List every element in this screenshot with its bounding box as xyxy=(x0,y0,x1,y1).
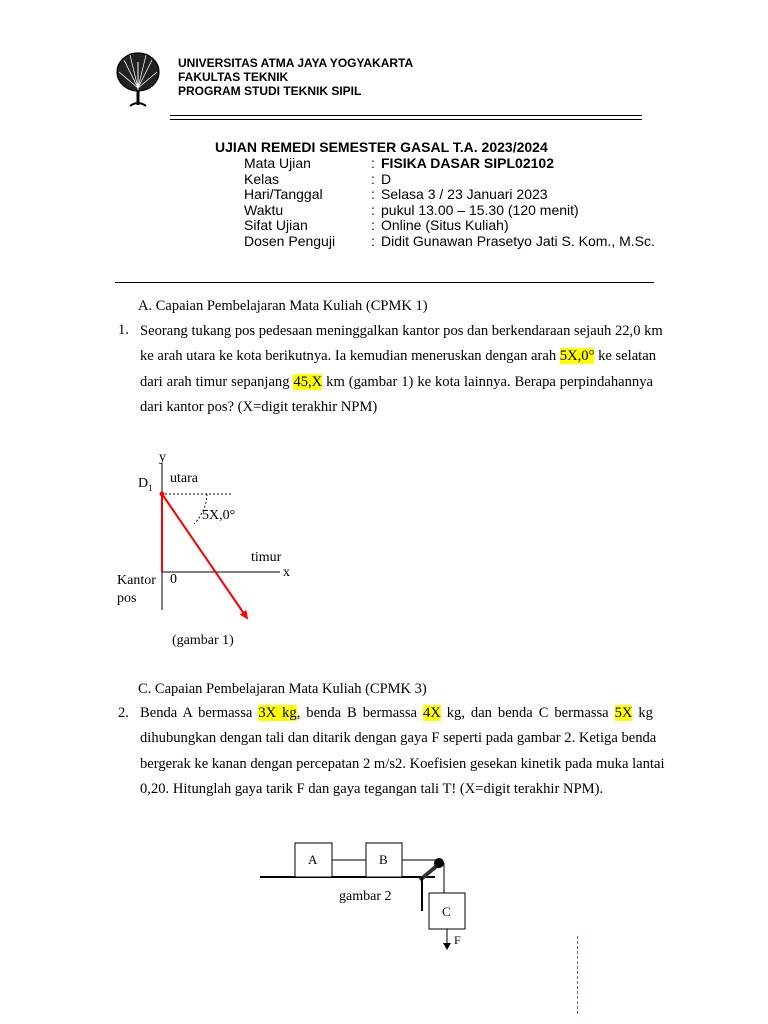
meta-colon: : xyxy=(371,232,375,249)
question-1-text xyxy=(140,319,663,420)
program-name: PROGRAM STUDI TEKNIK SIPIL xyxy=(178,84,362,98)
block-a-label: A xyxy=(308,852,318,867)
meta-colon: : xyxy=(371,217,375,233)
highlight-angle: 5X,0° xyxy=(559,348,595,365)
north-label: utara xyxy=(170,471,198,486)
vertical-marker-line xyxy=(577,936,578,1014)
highlight-mass-a: 3X kg xyxy=(258,705,297,721)
question-1-line-4: dari kantor pos? (X=digit terakhir NPM) xyxy=(140,398,378,415)
meta-value: Selasa 3 / 23 Januari 2023 xyxy=(381,186,548,202)
meta-value: Didit Gunawan Prasetyo Jati S. Kom., M.Sc. xyxy=(381,232,655,249)
meta-row-course xyxy=(244,156,724,172)
force-arrowhead xyxy=(443,943,451,950)
text-run: Benda A bermassa xyxy=(140,705,259,721)
text-run: dari arah timur sepanjang xyxy=(140,373,294,390)
x-axis-label: x xyxy=(283,565,290,580)
question-2-line-2: dihubungkan dengan tali dan ditarik dengan gaya F seperti pada gambar 2. Ketiga benda xyxy=(140,730,657,747)
highlight-mass-c: 5X xyxy=(614,705,633,721)
header-rule xyxy=(170,115,642,116)
meta-label: Dosen Penguji xyxy=(244,232,336,249)
meta-colon: : xyxy=(371,186,375,202)
faculty-name: FAKULTAS TEKNIK xyxy=(178,70,289,84)
meta-value: Online (Situs Kuliah) xyxy=(381,217,509,233)
section-c-heading: C. Capaian Pembelajaran Mata Kuliah (CPMK 3) xyxy=(138,681,427,697)
office-label-line-2: pos xyxy=(117,591,137,606)
angle-label: 5X,0° xyxy=(202,508,236,523)
meta-row-mode xyxy=(244,218,724,234)
text-run: , benda B bermassa xyxy=(296,705,423,721)
figure-2 xyxy=(255,835,485,955)
question-2-number: 2. xyxy=(118,705,129,721)
question-1-number: 1. xyxy=(118,322,129,338)
meta-row-date xyxy=(244,187,724,203)
text-run: ke selatan xyxy=(594,348,657,365)
header-rule-thin xyxy=(170,119,642,120)
exam-title: UJIAN REMEDI SEMESTER GASAL T.A. 2023/2024 xyxy=(215,139,548,155)
question-1-line-1: Seorang tukang pos pedesaan meninggalkan kantor pos dan berkendaraan sejauh 22,0 km xyxy=(140,323,663,339)
meta-label: Mata Ujian xyxy=(244,155,311,171)
question-2-text xyxy=(140,701,665,802)
meta-label: Sifat Ujian xyxy=(244,217,308,233)
meta-label: Waktu xyxy=(244,201,284,218)
pulley xyxy=(434,858,444,868)
meta-row-class xyxy=(244,172,724,188)
force-label: F xyxy=(454,933,461,947)
d1-label xyxy=(138,476,153,493)
question-2-line-4: 0,20. Hitunglah gaya tarik F dan gaya tegangan tali T! (X=digit terakhir NPM). xyxy=(140,780,604,797)
meta-colon: : xyxy=(371,201,375,218)
question-1-line-3 xyxy=(140,370,653,395)
university-name: UNIVERSITAS ATMA JAYA YOGYAKARTA xyxy=(178,56,414,70)
meta-label: Kelas xyxy=(244,170,280,187)
highlight-distance: 45,X xyxy=(293,373,323,390)
highlight-mass-b: 4X xyxy=(422,705,441,721)
block-c-label: C xyxy=(442,904,451,919)
d1-subscript: 1 xyxy=(148,482,153,493)
meta-colon: : xyxy=(371,170,375,187)
figure-2-caption: gambar 2 xyxy=(339,889,392,904)
section-a-heading: A. Capaian Pembelajaran Mata Kuliah (CPMK 1) xyxy=(138,298,428,314)
text-run: kg, dan benda C bermassa xyxy=(440,705,615,721)
east-label: timur xyxy=(251,550,282,565)
question-1-line-2 xyxy=(140,344,657,369)
section-divider xyxy=(115,282,654,283)
y-axis-label: y xyxy=(159,450,166,465)
question-2-line-3: bergerak ke kanan dengan percepatan 2 m/s2. Koefisien gesekan kinetik pada muka lantai xyxy=(140,755,665,772)
figure-1-caption: (gambar 1) xyxy=(172,633,234,648)
text-run: km (gambar 1) ke kota lainnya. Berapa perpindahannya xyxy=(322,373,653,390)
text-run: kg xyxy=(632,705,653,721)
office-label-line-1: Kantor xyxy=(117,573,156,588)
d1-letter: D xyxy=(138,476,149,491)
exam-meta xyxy=(244,156,724,249)
meta-value: pukul 13.00 – 15.30 (120 menit) xyxy=(381,201,579,218)
block-b-label: B xyxy=(379,852,388,867)
meta-colon: : xyxy=(371,155,375,171)
university-logo xyxy=(114,50,162,108)
text-run: ke arah utara ke kota berikutnya. Ia kemudian meneruskan dengan arah xyxy=(140,348,560,365)
meta-value: FISIKA DASAR SIPL02102 xyxy=(381,155,554,171)
meta-row-time xyxy=(244,203,724,219)
meta-value: D xyxy=(381,170,392,187)
office-label xyxy=(117,572,156,608)
meta-label: Hari/Tanggal xyxy=(244,186,323,202)
origin-label: 0 xyxy=(170,572,177,587)
figure-1 xyxy=(110,445,310,655)
meta-row-examiner xyxy=(244,234,724,250)
question-2-line-1 xyxy=(140,701,653,726)
